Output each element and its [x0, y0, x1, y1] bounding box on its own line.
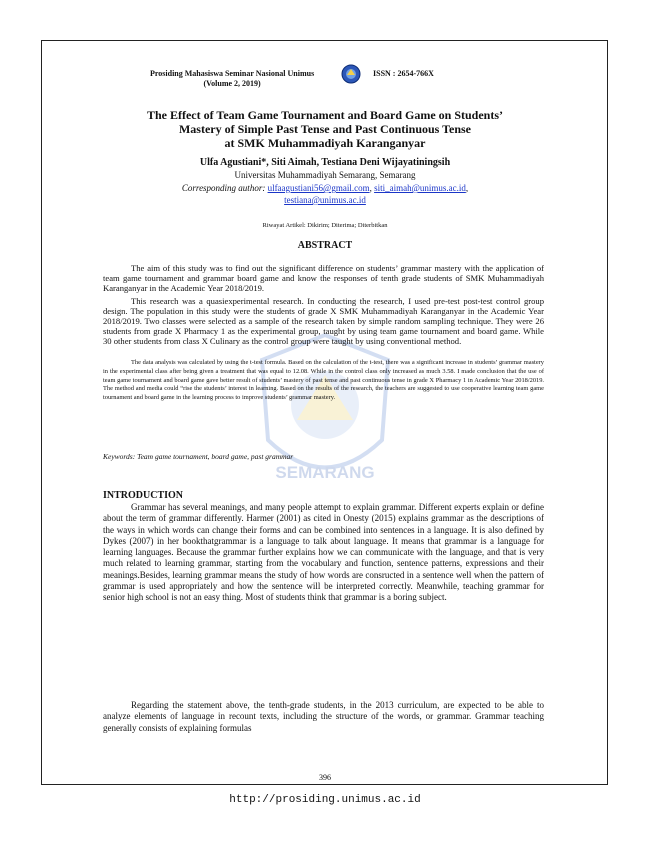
- keywords: Keywords: Team game tournament, board game, past grammar: [103, 452, 294, 461]
- journal-name: Prosiding Mahasiswa Seminar Nasional Unimus (Volume 2, 2019): [150, 69, 315, 88]
- article-history: Riwayat Artikel: Dikirim; Diterima; Diterbitkan: [262, 222, 388, 229]
- authors: Ulfa Agustiani*, Siti Aimah, Testiana Deni Wijayatiningsih: [199, 157, 451, 168]
- corresponding-label: Corresponding author:: [181, 183, 266, 193]
- corresponding-author: Corresponding author: ulfaagustiani56@gmail.com, siti_aimah@unimus.ac.id, testiana@unimus.ac.id: [181, 183, 469, 205]
- svg-text:SEMARANG: SEMARANG: [275, 463, 375, 482]
- unimus-logo-icon: [341, 64, 361, 84]
- page-number: 396: [319, 773, 331, 782]
- affiliation: Universitas Muhammadiyah Semarang, Semarang: [234, 170, 416, 180]
- email-link-2[interactable]: siti_aimah@unimus.ac.id: [374, 183, 466, 193]
- abstract-heading: ABSTRACT: [297, 240, 353, 251]
- introduction-paragraph-1: Grammar has several meanings, and many people attempt to explain grammar. Different experts explain or define about the term of grammar differently. Harmer (2001) as cited in Onesty (2015) explains grammar as the descriptions of the ways in which words can change their forms and can be combined into sentences in a language. It is also defined by Dykes (2007) in her bookthatgrammar is a language to talk about language. It means that grammar is a language for learning languages. Because the grammar further explains how we can communicate with the language, and that is very much related to learning grammar, starting from the vocabulary and function, sentence patterns, expressions and their meanings.Besides, learning grammar means the study of how words are consructed in a sentence well when the pattern of grammar is used appropriately and how the sentence will be interpreted correctly. Meanwhile, teaching grammar for senior high school is not an easy thing. Most of students think that grammar is a boring subject.: [103, 502, 544, 603]
- footer-url[interactable]: http://prosiding.unimus.ac.id: [229, 794, 421, 806]
- email-link-3[interactable]: testiana@unimus.ac.id: [284, 195, 366, 205]
- paper-title: The Effect of Team Game Tournament and Board Game on Students’ Mastery of Simple Past Tense and Past Continuous Tense at SMK Muhammadiyah Karanganyar: [146, 108, 504, 150]
- issn: ISSN : 2654-766X: [373, 69, 434, 78]
- abstract-paragraph-3: The data analysis was calculated by using the t-test formula. Based on the calculation of the t-test, there was a significant increase in students’ grammar mastery in the experimental class after being given a treatment that was equal to 12.08. While in the control class only increased as much 3.58. I made conclusion that the use of team game tournament and board game gave better result of students’ mastery of past tense and past continuous tense in grade X Pharmacy 1 in Academic Year 2018/2019. The method and media could “rise the students’ interest in learning. Based on the results of the research, the teachers are suggested to use cooperative learning team game tournament and board game in the learning process to improve students’ grammar mastery.: [103, 359, 544, 402]
- introduction-paragraph-2: Regarding the statement above, the tenth-grade students, in the 2013 curriculum, are expected to be able to analyze elements of language in recount texts, including the structure of the words, or grammar. Grammar teaching generally consists of explaining formulas: [103, 700, 544, 733]
- email-link-1[interactable]: ulfaagustiani56@gmail.com: [267, 183, 370, 193]
- introduction-heading: INTRODUCTION: [103, 490, 184, 501]
- university-watermark: [252, 330, 398, 500]
- abstract-paragraph-1: The aim of this study was to find out the significant difference on students’ grammar mastery with the application of team game tournament and grammar board game and know the responses of tenth grade students of SMK Muhammadiyah Karanganyar in the Academic Year 2018/2019.: [103, 263, 544, 293]
- abstract-paragraph-2: This research was a quasiexperimental research. In conducting the research, I used pre-test post-test control group design. The population in this study were the students of grade X SMK Muhammadiyah Karanganyar in the Academic Year 2018/2019. Two classes were selected as a sample of the research taken by simple random sampling technique. They were 26 students from grade X Pharmacy 1 as the experimental group, taught by using team game tournament and board game. While 30 other students from class X Culinary as the control group were taught by using conventional method.: [103, 296, 544, 346]
